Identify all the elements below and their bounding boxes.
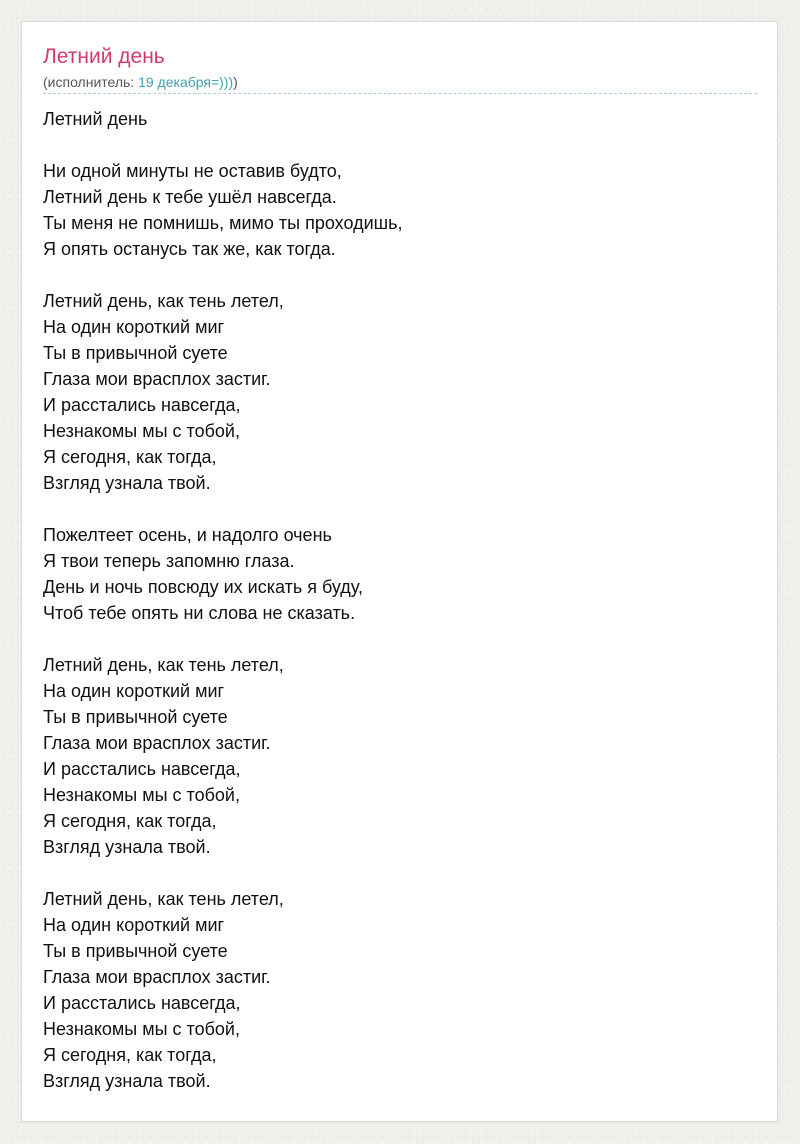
lyric-line: Ни одной минуты не оставив будто, [43,161,342,181]
lyric-line: Глаза мои врасплох застиг. [43,733,271,753]
lyric-line: Незнакомы мы с тобой, [43,1019,240,1039]
stanza-break [43,262,402,288]
lyric-line: Взгляд узнала твой. [43,1071,211,1091]
lyric-line: Ты в привычной суете [43,941,228,961]
stanza-break [43,496,402,522]
stanza-break [43,132,402,158]
artist-prefix: (исполнитель: [43,74,139,90]
lyric-line: Ты меня не помнишь, мимо ты проходишь, [43,213,403,233]
artist-suffix: ) [233,74,238,90]
lyric-line: Летний день к тебе ушёл навсегда. [43,187,337,207]
lyric-line: Взгляд узнала твой. [43,473,211,493]
lyric-line: Я твои теперь запомню глаза. [43,551,295,571]
lyric-line: Летний день, как тень летел, [43,655,284,675]
lyric-line: Я сегодня, как тогда, [43,447,217,467]
lyric-line: И расстались навсегда, [43,395,241,415]
lyric-line: На один короткий миг [43,681,225,701]
lyric-line: Ты в привычной суете [43,707,228,727]
lyric-line: Незнакомы мы с тобой, [43,421,240,441]
lyric-line: День и ночь повсюду их искать я буду, [43,577,364,597]
lyric-line: На один короткий миг [43,915,225,935]
lyric-line: Глаза мои врасплох застиг. [43,967,271,987]
lyric-line: Глаза мои врасплох застиг. [43,369,271,389]
lyric-line: Взгляд узнала твой. [43,837,211,857]
lyric-line: И расстались навсегда, [43,993,241,1013]
lyric-line: Я сегодня, как тогда, [43,811,217,831]
artist-link[interactable]: 19 декабря=))) [138,74,234,90]
lyric-line: Летний день [43,109,148,129]
stanza-break [43,626,402,652]
lyric-line: Летний день, как тень летел, [43,889,284,909]
song-title: Летний день [43,45,165,68]
stanza-break [43,860,402,886]
lyric-line: Пожелтеет осень, и надолго очень [43,525,332,545]
artist-line [43,74,238,90]
lyric-line: Чтоб тебе опять ни слова не сказать. [43,603,356,623]
title-divider [43,93,757,94]
lyric-line: На один короткий миг [43,317,225,337]
lyric-line: Ты в привычной суете [43,343,228,363]
lyric-line: Я опять останусь так же, как тогда. [43,239,336,259]
lyric-line: Я сегодня, как тогда, [43,1045,217,1065]
lyrics-text [43,106,402,1094]
lyric-line: Летний день, как тень летел, [43,291,284,311]
lyric-line: И расстались навсегда, [43,759,241,779]
lyrics-card [21,21,778,1122]
lyric-line: Незнакомы мы с тобой, [43,785,240,805]
